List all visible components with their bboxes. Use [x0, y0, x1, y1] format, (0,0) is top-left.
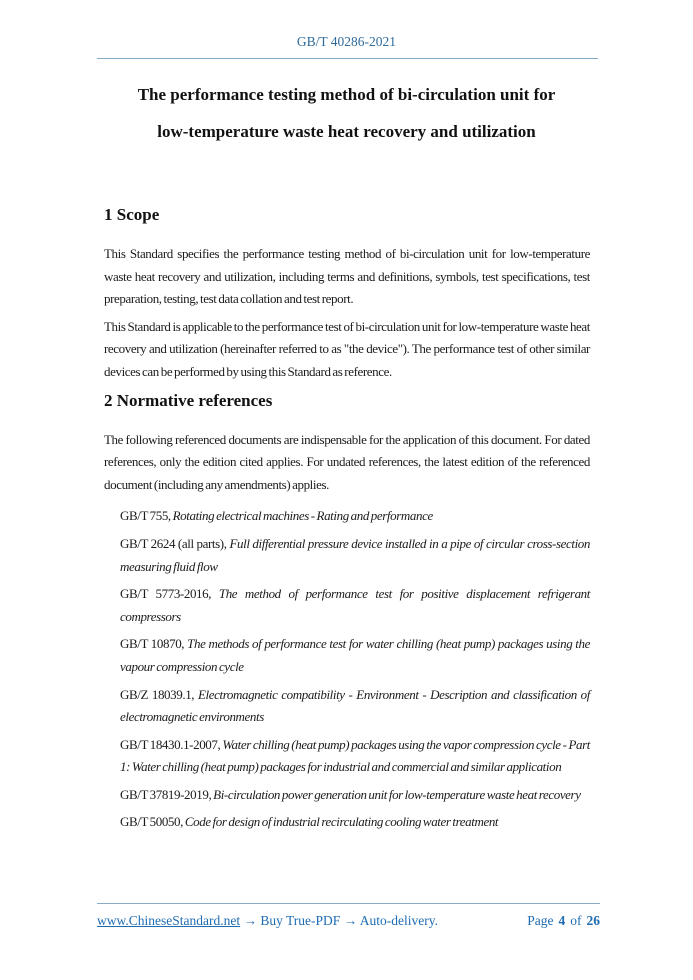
scope-paragraph-2: This Standard is applicable to the performance test of bi-circulation unit for low-temperature waste heat recovery and utilization (hereinafter referred to as "the device"). The performance test of other similar devices can be performed by using this Standard as reference. [104, 318, 590, 379]
page-footer [97, 903, 600, 929]
reference-item [104, 784, 590, 807]
reference-title: The methods of performance test for water chilling (heat pump) packages using the vapour compression cycle [120, 636, 590, 674]
reference-item [104, 583, 590, 628]
doc-title-line-1: The performance testing method of bi-circulation unit for [137, 85, 556, 104]
body-content [0, 205, 693, 834]
reference-code: GB/T 755, [120, 508, 171, 524]
reference-code: GB/T 10870, [120, 636, 185, 652]
footer-promo [97, 913, 438, 929]
doc-number-header: GB/T 40286-2021 [296, 34, 397, 49]
page-label: Page [527, 913, 554, 928]
reference-code: GB/T 18430.1-2007, [120, 736, 221, 752]
scope-paragraph-1: This Standard specifies the performance testing method of bi-circulation unit for low-temperature waste heat recovery and utilization, including terms and definitions, symbols, test specifications, test preparation, testing, test data collation and test report. [104, 246, 590, 307]
reference-item [104, 811, 590, 834]
reference-title: Code for design of industrial recirculating cooling water treatment [184, 814, 499, 830]
reference-item [104, 633, 590, 678]
header-divider [97, 58, 598, 59]
reference-code: GB/Z 18039.1, [120, 686, 195, 702]
section-heading-scope: 1 Scope [104, 205, 160, 224]
doc-title-line-2: low-temperature waste heat recovery and utilization [157, 122, 536, 141]
reference-title: Electromagnetic compatibility - Environment - Description and classification of electromagnetic environments [120, 686, 590, 725]
reference-item [104, 734, 590, 779]
footer-tagline: → Buy True-PDF → Auto-delivery. [243, 913, 438, 928]
reference-title: Bi-circulation power generation unit for low-temperature waste heat recovery [213, 786, 581, 802]
reference-title: Water chilling (heat pump) packages using the vapor compression cycle - Part 1: Water chilling (heat pump) packages for industrial and commercial and similar application [120, 736, 590, 775]
site-link[interactable]: www.ChineseStandard.net [97, 913, 241, 928]
reference-title: Rotating electrical machines - Rating and performance [172, 508, 433, 524]
normative-intro-paragraph: The following referenced documents are indispensable for the application of this document. For dated references, only the edition cited applies. For undated references, the latest edition of the referenced document (including any amendments) applies. [104, 431, 590, 492]
reference-code: GB/T 2624 (all parts), [120, 535, 227, 551]
reference-code: GB/T 50050, [120, 814, 183, 830]
reference-item [104, 505, 590, 528]
reference-code: GB/T 37819-2019, [120, 786, 212, 802]
section-heading-normative-references: 2 Normative references [104, 390, 273, 410]
reference-title: Full differential pressure device installed in a pipe of circular cross-section measuring fluid flow [120, 535, 591, 574]
page-number-current: 4 [558, 913, 566, 928]
reference-item [104, 684, 590, 729]
of-label: of [570, 913, 582, 928]
reference-code: GB/T 5773-2016, [120, 586, 212, 602]
page-number-total: 26 [586, 913, 600, 928]
reference-title: The method of performance test for positive displacement refrigerant compressors [120, 586, 590, 624]
reference-item [104, 533, 590, 578]
page-indicator [522, 913, 600, 929]
